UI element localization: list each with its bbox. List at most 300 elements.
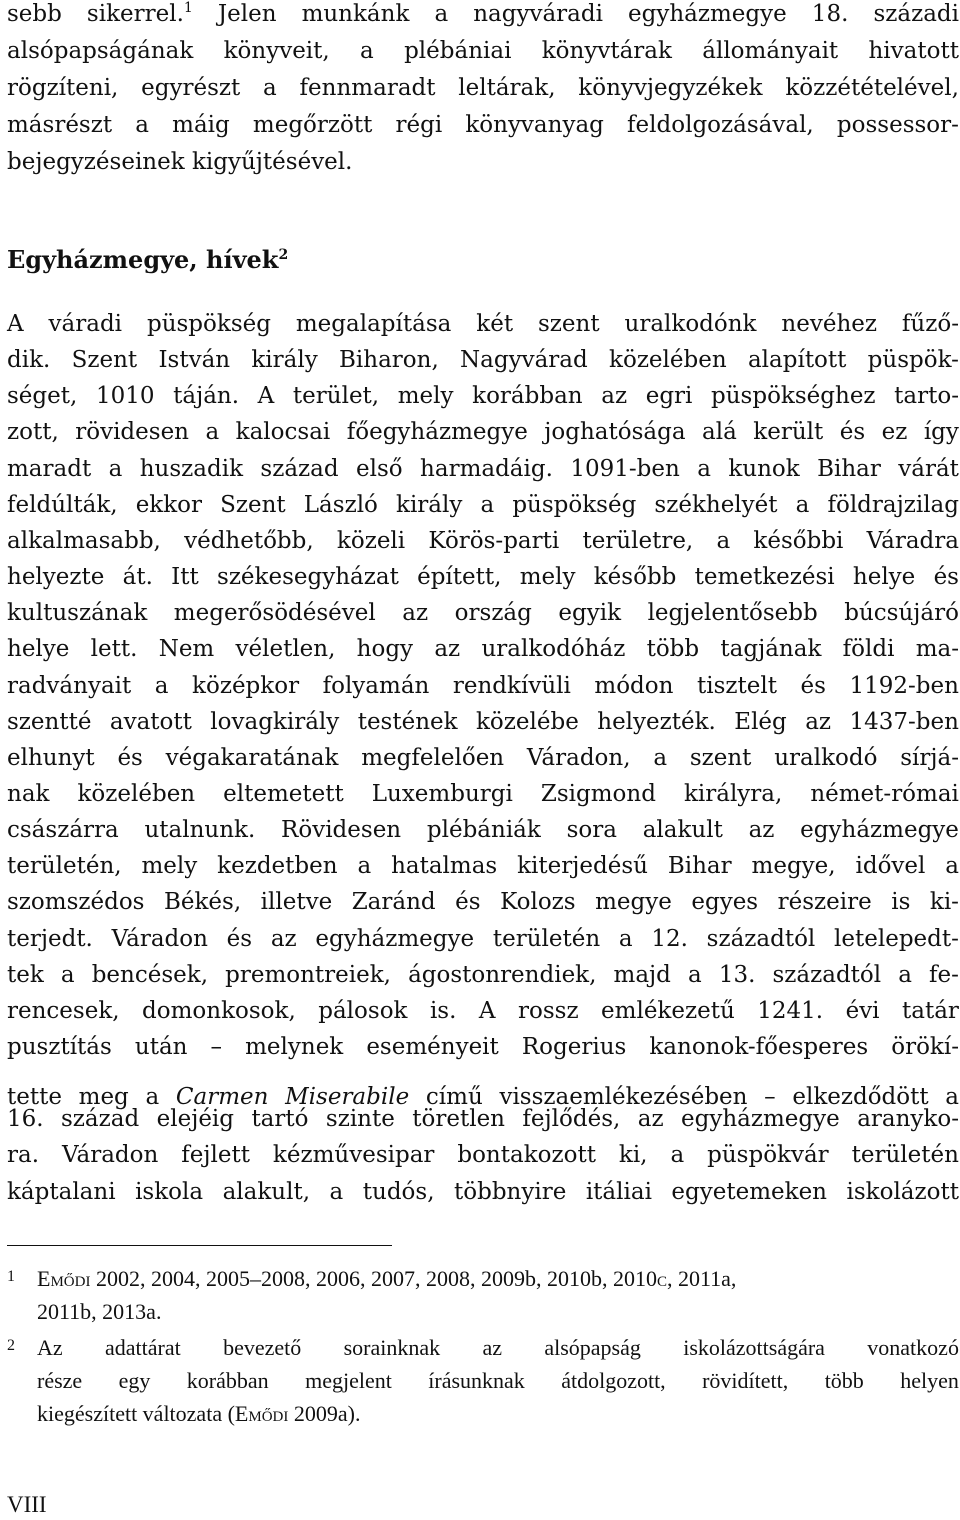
word: a — [357, 853, 372, 879]
word: idővel — [855, 853, 926, 879]
word: pusztítás — [7, 1034, 112, 1060]
word: részeire — [777, 889, 872, 915]
body-line — [7, 562, 959, 592]
word: ra. — [7, 1142, 40, 1168]
word: korábban — [186, 1368, 269, 1393]
footnote-separator — [7, 1245, 392, 1246]
word: közelében — [77, 781, 196, 807]
word: premontreiek, — [225, 962, 391, 988]
word: alá — [702, 419, 737, 445]
word: Békés, — [163, 889, 242, 915]
word: területén — [492, 926, 601, 952]
word: ágostonrendiek, — [408, 962, 597, 988]
word: századtól — [772, 962, 882, 988]
word: végakaratának — [165, 745, 339, 771]
word: két — [476, 311, 514, 337]
word: helyen — [900, 1368, 959, 1393]
word: megye, — [751, 853, 836, 879]
word: kezdetben — [217, 853, 338, 879]
word: egyrészt — [141, 75, 241, 101]
footnote-ref-2[interactable]: 2 — [278, 247, 289, 263]
word: avatott — [109, 709, 192, 735]
word: A — [7, 311, 24, 337]
word: egyik — [558, 600, 622, 626]
word: az — [637, 1106, 664, 1132]
word: püspökség — [512, 492, 637, 518]
word: adattárat — [105, 1335, 181, 1360]
word: a — [945, 853, 959, 879]
word: század — [61, 1106, 140, 1132]
word: szentté — [7, 709, 92, 735]
body-line — [7, 1140, 959, 1170]
word: Rogerius — [521, 1034, 627, 1060]
word: megerősödésével — [173, 600, 376, 626]
word: a — [795, 492, 810, 518]
word: iskolázottságára — [683, 1335, 825, 1360]
word: földi — [842, 636, 895, 662]
word: került — [753, 419, 824, 445]
word: nak — [7, 781, 50, 807]
word: székesegyházat — [217, 564, 399, 590]
word: uralkodó — [774, 745, 878, 771]
word: közeli — [336, 528, 406, 554]
word: eltemetett — [223, 781, 344, 807]
word: egyetemeken — [671, 1179, 827, 1205]
word: megalapítása — [295, 311, 452, 337]
section-heading — [7, 245, 288, 275]
intro-line-3 — [7, 73, 959, 103]
word: ország — [454, 600, 532, 626]
word: egyházmegye — [315, 926, 475, 952]
word: német-római — [810, 781, 959, 807]
word: Nagyvárad — [460, 347, 588, 373]
word: várát — [898, 456, 959, 482]
word: egyes — [691, 889, 759, 915]
word: tarto- — [894, 383, 959, 409]
word: fe- — [929, 962, 959, 988]
word: tudós, — [362, 1179, 435, 1205]
word: harmadáig. — [420, 456, 553, 482]
word: kalocsai — [235, 419, 331, 445]
word: királyra, — [683, 781, 783, 807]
word: letelepedt- — [834, 926, 959, 952]
body-line — [7, 1032, 959, 1062]
word: területre, — [582, 528, 694, 554]
word: Váradon — [61, 1142, 159, 1168]
word: rögzíteni, — [7, 75, 119, 101]
body-line — [7, 1177, 959, 1207]
word: tek — [7, 962, 44, 988]
word: a — [135, 112, 149, 138]
word: Az — [37, 1335, 63, 1360]
word: a — [697, 456, 711, 482]
word: könyvjegyzékek — [578, 75, 763, 101]
word: sora — [566, 817, 617, 843]
word: alsópapság — [544, 1335, 641, 1360]
word: a — [716, 528, 731, 554]
word: leltárak, — [458, 75, 556, 101]
intro-line-4 — [7, 110, 959, 140]
word: rendkívüli — [452, 673, 571, 699]
footnote-2-line-3 — [37, 1400, 360, 1428]
word: egy — [118, 1368, 151, 1393]
word: pálosok — [318, 998, 408, 1024]
body-line — [7, 779, 959, 809]
word: alakult — [642, 817, 723, 843]
word: kanonok-főesperes — [649, 1034, 869, 1060]
word: Váradon — [111, 926, 208, 952]
word: tagjának — [720, 636, 822, 662]
word: Biharon, — [339, 347, 439, 373]
word: séget, — [7, 383, 78, 409]
footnote-2-line-2 — [37, 1367, 959, 1395]
word: megfelelően — [361, 745, 505, 771]
word: püspökség — [146, 311, 271, 337]
word: itáliai — [585, 1179, 652, 1205]
word: Elég — [734, 709, 787, 735]
intro-line-1 — [7, 0, 959, 29]
word: Váradra — [866, 528, 959, 554]
word: elhunyt — [7, 745, 95, 771]
word: is — [891, 889, 911, 915]
word: uralkodóház — [481, 636, 626, 662]
word: szinte — [325, 1106, 395, 1132]
body-line — [7, 598, 959, 628]
word: ki, — [618, 1142, 648, 1168]
word: iskolázott — [846, 1179, 959, 1205]
body-line — [7, 634, 959, 664]
word: fejlett — [181, 1142, 250, 1168]
word: több — [824, 1368, 864, 1393]
word: és — [839, 419, 866, 445]
word: földrajzilag — [827, 492, 959, 518]
word: védhetőbb, — [184, 528, 314, 554]
word: területén — [851, 1142, 959, 1168]
word: helyezte — [7, 564, 105, 590]
word: módon — [594, 673, 674, 699]
word: kultuszának — [7, 600, 148, 626]
word: hatalmas — [391, 853, 498, 879]
word: a — [263, 75, 277, 101]
word: át. — [122, 564, 153, 590]
word: a — [618, 926, 633, 952]
body-text: tette meg a — [7, 1084, 160, 1110]
word: helyezték. — [597, 709, 716, 735]
word: bontakozott — [457, 1142, 596, 1168]
word: a — [205, 419, 220, 445]
word: domonkosok, — [142, 998, 296, 1024]
body-line — [7, 743, 959, 773]
footnote-text: , 2011a, — [666, 1266, 737, 1291]
word: uralkodónk — [624, 311, 757, 337]
body-line — [7, 417, 959, 447]
word: kunok — [728, 456, 800, 482]
word: tartó — [251, 1106, 309, 1132]
body-line — [7, 960, 959, 990]
word: fejlődés, — [522, 1106, 621, 1132]
word: aranyko- — [857, 1106, 959, 1132]
word: Kolozs — [500, 889, 576, 915]
word: megye — [595, 889, 672, 915]
word: Bihar — [667, 853, 732, 879]
word: a — [60, 962, 75, 988]
word: átdolgozott, — [561, 1368, 666, 1393]
word: váradi — [48, 311, 123, 337]
word: tisztelt — [696, 673, 777, 699]
word: örökí- — [891, 1034, 959, 1060]
body-line — [7, 526, 959, 556]
word: épített, — [417, 564, 502, 590]
word: illetve — [260, 889, 333, 915]
word: megjelent — [305, 1368, 392, 1393]
word: közelébe — [476, 709, 579, 735]
word: 1437-ben — [849, 709, 959, 735]
word: elejéig — [156, 1106, 235, 1132]
word: László — [303, 492, 378, 518]
word: Bihar — [817, 456, 881, 482]
footnote-1-line-2: 2011b, 2013a. — [37, 1299, 162, 1324]
body-text: című visszaemlékezésében – elkezdődött a — [425, 1084, 960, 1110]
word: Szent — [71, 347, 138, 373]
word: császárra — [7, 817, 119, 843]
word: közelében — [609, 347, 727, 373]
word: mely — [519, 564, 576, 590]
word: Körös-parti — [428, 528, 560, 554]
footnote-text: kiegészített változata ( — [37, 1401, 235, 1426]
word: káptalani — [7, 1179, 116, 1205]
word: ma- — [915, 636, 959, 662]
intro-text: Jelen munkánk a nagyváradi egyházmegye 18. századi — [217, 1, 959, 27]
word: plébániai — [404, 38, 512, 64]
word: huszadik — [139, 456, 244, 482]
word: a — [329, 1179, 344, 1205]
word: az — [805, 709, 832, 735]
word: a — [670, 1142, 685, 1168]
word: melynek — [245, 1034, 344, 1060]
word: székhelyét — [654, 492, 778, 518]
word: testének — [357, 709, 458, 735]
word: megőrzött — [252, 112, 373, 138]
word: alakult, — [222, 1179, 311, 1205]
word: mely — [141, 853, 198, 879]
document-page — [7, 0, 959, 1520]
word: rövidesen — [75, 419, 189, 445]
word: szomszédos — [7, 889, 145, 915]
footnote-2-line-1 — [37, 1334, 959, 1362]
body-line — [7, 924, 959, 954]
word: így — [923, 419, 959, 445]
word: 1010 — [95, 383, 155, 409]
word: könyveit, — [223, 38, 330, 64]
word: századtól — [706, 926, 816, 952]
word: évi — [845, 998, 880, 1024]
word: király — [396, 492, 463, 518]
word: szent — [538, 311, 600, 337]
body-line — [7, 345, 959, 375]
word: század — [260, 456, 339, 482]
footnote-2-number: 2 — [7, 1337, 15, 1354]
word: temetkezési — [694, 564, 835, 590]
footnote-text: c — [656, 1266, 667, 1291]
word: a — [688, 962, 702, 988]
word: több — [646, 636, 700, 662]
word: rencesek, — [7, 998, 120, 1024]
word: nevéhez — [781, 311, 877, 337]
word: az — [402, 600, 429, 626]
word: 1241. — [757, 998, 824, 1024]
word: hogy — [356, 636, 414, 662]
word: Luxemburgi — [371, 781, 513, 807]
word: 12. — [651, 926, 688, 952]
word: 1192-ben — [849, 673, 959, 699]
word: és — [455, 889, 481, 915]
word: az — [601, 383, 628, 409]
word: tatár — [902, 998, 959, 1024]
word: az — [482, 1335, 502, 1360]
word: rövidített, — [702, 1368, 789, 1393]
word: töretlen — [412, 1106, 505, 1132]
word: a — [108, 456, 123, 482]
word: alsópapságának — [7, 38, 194, 64]
word: radványait — [7, 673, 132, 699]
word: ekkor — [135, 492, 203, 518]
word: joghatósága — [544, 419, 686, 445]
word: is. — [429, 998, 457, 1024]
word: bencések, — [91, 962, 209, 988]
footnote-1-line-1 — [37, 1265, 736, 1293]
word: terület, — [292, 383, 380, 409]
word: régi — [395, 112, 443, 138]
author-rest: mődi — [248, 1401, 289, 1426]
word: főegyházmegye — [346, 419, 528, 445]
word: véletlen, — [235, 636, 336, 662]
word: Zaránd — [351, 889, 436, 915]
word: egyházmegye — [681, 1106, 840, 1132]
word: későbbi — [753, 528, 844, 554]
page-number: VIII — [7, 1492, 47, 1517]
word: a — [360, 38, 374, 64]
author-initial: E — [234, 1401, 249, 1426]
author-rest: mődi — [50, 1266, 91, 1291]
footnote-text: 2009a). — [293, 1401, 361, 1426]
word: hivatott — [868, 38, 959, 64]
word: püspökvár — [707, 1142, 829, 1168]
word: emlékezetű — [601, 998, 735, 1024]
author-initial: E — [37, 1266, 51, 1291]
word: ki- — [929, 889, 959, 915]
word: 16. — [7, 1106, 44, 1132]
word: zott, — [7, 419, 59, 445]
word: utalnunk. — [144, 817, 256, 843]
word: állományait — [702, 38, 839, 64]
word: rossz — [518, 998, 579, 1024]
word: bevezető — [223, 1335, 302, 1360]
word: lovagkirály — [210, 709, 340, 735]
word: után — [134, 1034, 188, 1060]
word: majd — [613, 962, 671, 988]
section-heading-text: Egyházmegye, hívek — [7, 245, 279, 274]
word: püspökséghez — [711, 383, 876, 409]
word: a — [898, 962, 912, 988]
word: 13. — [718, 962, 756, 988]
word: az — [270, 926, 297, 952]
word: plébániák — [426, 817, 541, 843]
word: kézművesipar — [272, 1142, 435, 1168]
word: az — [748, 817, 775, 843]
word: maradt — [7, 456, 92, 482]
word: könyvanyag — [465, 112, 604, 138]
word: Zsigmond — [540, 781, 656, 807]
word: fűző- — [901, 311, 959, 337]
body-line — [7, 851, 959, 881]
body-line — [7, 1104, 959, 1134]
word: közzétételével, — [785, 75, 959, 101]
body-line — [7, 309, 959, 339]
word: feldúlták, — [7, 492, 118, 518]
word: és — [933, 564, 959, 590]
word: – — [210, 1034, 223, 1060]
word: folyamán — [322, 673, 430, 699]
word: püspök- — [867, 347, 959, 373]
word: iskola — [135, 1179, 204, 1205]
body-line — [7, 815, 959, 845]
word: középkor — [192, 673, 300, 699]
word: és — [117, 745, 143, 771]
word: A — [478, 998, 496, 1024]
word: alkalmasabb, — [7, 528, 161, 554]
body-line — [7, 381, 959, 411]
word: később — [593, 564, 677, 590]
word: Váradon, — [526, 745, 631, 771]
word: korábban — [472, 383, 583, 409]
word: possessor- — [836, 112, 959, 138]
word: eseményeit — [366, 1034, 499, 1060]
word: búcsújáró — [844, 600, 959, 626]
word: alapított — [747, 347, 847, 373]
word: a — [154, 673, 169, 699]
word: többnyire — [454, 1179, 567, 1205]
word: helye — [7, 636, 70, 662]
body-line — [7, 996, 959, 1026]
word: mely — [397, 383, 454, 409]
word: terjedt. — [7, 926, 93, 952]
word: kiterjedésű — [517, 853, 648, 879]
word: Rövidesen — [281, 817, 402, 843]
word: sorainknak — [343, 1335, 441, 1360]
word: és — [226, 926, 253, 952]
word: feldolgozásával, — [627, 112, 814, 138]
word: területén, — [7, 853, 122, 879]
word: írásunknak — [428, 1368, 525, 1393]
word: legjelentősebb — [647, 600, 818, 626]
body-line — [7, 490, 959, 520]
body-line — [7, 707, 959, 737]
footnote-ref-1[interactable]: 1 — [183, 0, 193, 16]
word: István — [158, 347, 231, 373]
intro-line-2 — [7, 36, 959, 66]
word: táján. — [173, 383, 240, 409]
footnote-text: 2002, 2004, 2005–2008, 2006, 2007, 2008, 2009b, 2010b, 2010 — [95, 1266, 657, 1291]
body-line — [7, 887, 959, 917]
word: a — [653, 745, 668, 771]
word: egri — [645, 383, 693, 409]
word: fennmaradt — [299, 75, 436, 101]
word: része — [37, 1368, 83, 1393]
word: vonatkozó — [867, 1335, 959, 1360]
body-line — [7, 671, 959, 701]
word: szent — [689, 745, 752, 771]
word: első — [356, 456, 403, 482]
